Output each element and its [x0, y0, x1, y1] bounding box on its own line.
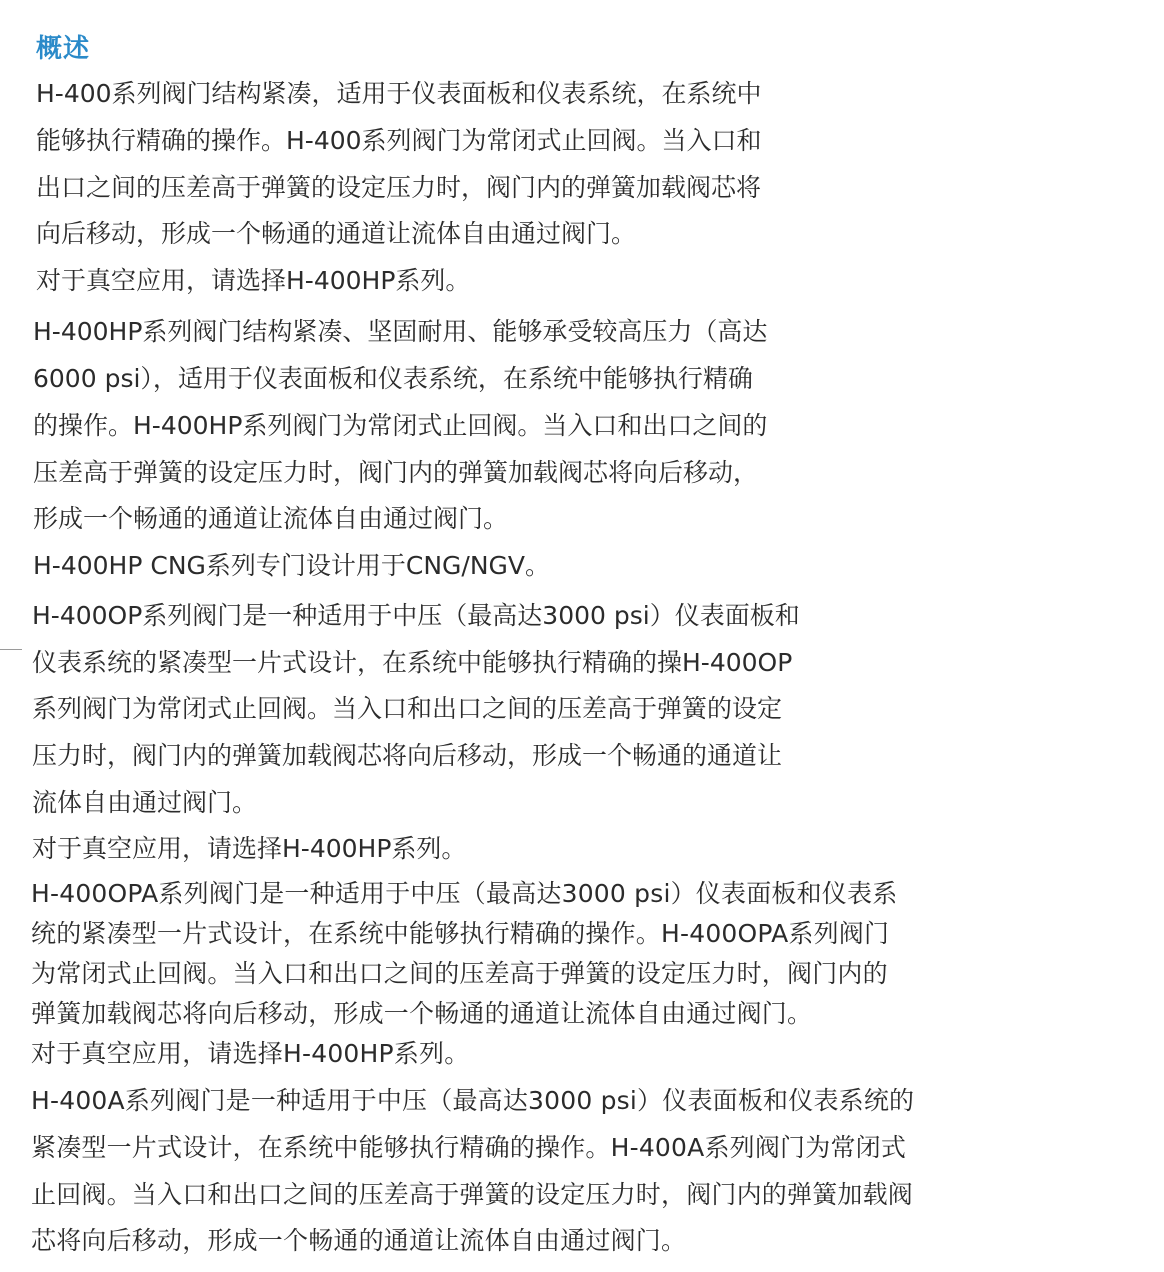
paragraph-line: 形成一个畅通的通道让流体自由通过阀门。: [33, 504, 509, 533]
paragraph-line: 流体自由通过阀门。: [32, 788, 258, 817]
paragraph-line: H-400系列阀门结构紧凑，适用于仪表面板和仪表系统，在系统中: [36, 79, 762, 108]
paragraph-line: H-400HP CNG系列专门设计用于CNG/NGV。: [33, 551, 551, 580]
paragraph-line: 弹簧加载阀芯将向后移动，形成一个畅通的通道让流体自由通过阀门。: [31, 999, 813, 1028]
paragraph-line: 压差高于弹簧的设定压力时，阀门内的弹簧加载阀芯将向后移动，: [33, 458, 759, 487]
paragraph-line: 对于真空应用，请选择H-400HP系列。: [36, 266, 471, 295]
paragraph-line: H-400OP系列阀门是一种适用于中压（最高达3000 psi）仪表面板和: [32, 601, 800, 630]
paragraph-line: 能够执行精确的操作。H-400系列阀门为常闭式止回阀。当入口和: [36, 126, 762, 155]
paragraph-line: 为常闭式止回阀。当入口和出口之间的压差高于弹簧的设定压力时，阀门内的: [31, 959, 888, 988]
paragraph-line: H-400A系列阀门是一种适用于中压（最高达3000 psi）仪表面板和仪表系统的: [31, 1086, 915, 1115]
paragraph-line: 芯将向后移动，形成一个畅通的通道让流体自由通过阀门。: [31, 1226, 687, 1255]
paragraph-line: 系列阀门为常闭式止回阀。当入口和出口之间的压差高于弹簧的设定: [32, 694, 783, 723]
section-heading: 概述: [36, 34, 91, 64]
paragraph-line: 的操作。H-400HP系列阀门为常闭式止回阀。当入口和出口之间的: [33, 411, 768, 440]
paragraph-line: H-400HP系列阀门结构紧凑、坚固耐用、能够承受较高压力（高达: [33, 317, 768, 346]
paragraph-line: 6000 psi），适用于仪表面板和仪表系统，在系统中能够执行精确: [33, 364, 753, 393]
paragraph-line: 出口之间的压差高于弹簧的设定压力时，阀门内的弹簧加载阀芯将: [36, 173, 762, 202]
paragraph-line: 紧凑型一片式设计，在系统中能够执行精确的操作。H-400A系列阀门为常闭式: [31, 1133, 907, 1162]
paragraph-line: 压力时，阀门内的弹簧加载阀芯将向后移动，形成一个畅通的通道让: [32, 741, 783, 770]
paragraph-line: 统的紧凑型一片式设计，在系统中能够执行精确的操作。H-400OPA系列阀门: [31, 919, 890, 948]
paragraph-line: 对于真空应用，请选择H-400HP系列。: [31, 1039, 470, 1068]
paragraph-line: 向后移动，形成一个畅通的通道让流体自由通过阀门。: [36, 219, 637, 248]
paragraph-line: H-400OPA系列阀门是一种适用于中压（最高达3000 psi）仪表面板和仪表系: [31, 879, 898, 908]
paragraph-line: 对于真空应用，请选择H-400HP系列。: [32, 834, 467, 863]
paragraph-line: 仪表系统的紧凑型一片式设计，在系统中能够执行精确的操H-400OP: [32, 648, 793, 677]
edge-divider: [0, 649, 22, 650]
paragraph-line: 止回阀。当入口和出口之间的压差高于弹簧的设定压力时，阀门内的弹簧加载阀: [31, 1180, 914, 1209]
